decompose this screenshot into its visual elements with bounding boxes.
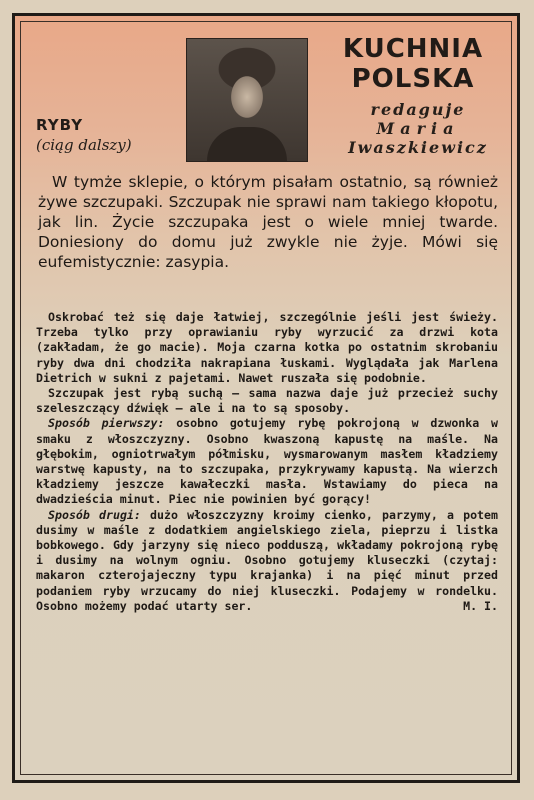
paragraph-2: Szczupak jest rybą suchą — sama nazwa daje już przecież suchy szeleszczący dźwięk — ale i na to są sposoby. <box>36 386 498 416</box>
method-1-text: osobno gotujemy rybę pokrojoną w dzwonka w smaku z włoszczyzny. Osobno kwaszoną kapustę na maśle. Na głębokim, ogniotrwałym półmisku, wysmarowanym masłem kładziemy warstwę kapusty, na to szczupaka, przykrywamy kapustą. Na wierzch kładziemy jeszcze kawałeczki masła. Wstawiamy do pieca na dwadzieścia minut. Piec nie powinien być gorący! <box>36 416 498 507</box>
byline-first-name: Maria <box>376 119 460 138</box>
paragraph-1: Oskrobać też się daje łatwiej, szczególnie jeśli jest świeży. Trzeba tylko przy oprawianiu ryby wyrzucić za drzwi kota (zakładam, że go macie). Moja czarna kotka po ostatnim skrobaniu ryby dwa dni chodziła nakrapiana łuskami. Wyglądała jak Marlena Dietrich w sukni z pajetami. Nawet ruszała się podobnie. <box>36 310 498 385</box>
article-subheading: (ciąg dalszy) <box>36 136 132 154</box>
byline-editor-label: redaguje <box>370 100 466 119</box>
lead-paragraph: W tymże sklepie, o którym pisałam ostatnio, są również żywe szczupaki. Szczupak nie sprawi nam takiego kłopotu, jak lin. Życie szczupaka jest o wiele mniej twarde. Doniesiony do domu już zwykle nie żyje. Mówi się eufemistycznie: zasypia. <box>38 173 498 271</box>
author-photo <box>186 38 308 162</box>
paragraph-4 <box>36 508 498 614</box>
column-title <box>338 34 488 94</box>
byline-last-name: Iwaszkiewicz <box>348 138 488 157</box>
article-heading: RYBY <box>36 116 84 134</box>
method-2-text: dużo włoszczyzny kroimy cienko, parzymy, a potem dusimy w maśle z dodatkiem angielskiego ziela, pieprzu i listka bobkowego. Gdy jarzyny się nieco podduszą, wkładamy pokrojoną rybę i dusimy na wolnym ogniu. Osobno gotujemy kluseczki (czytaj: makaron czterojajeczny typu krajanka) i na pięć minut przed podaniem ryby wrzucamy do niej kluseczki. Podajemy w rondelku. Osobno możemy podać utarty ser. <box>36 507 498 613</box>
title-line-1: KUCHNIA <box>342 34 484 64</box>
article-body <box>36 310 498 614</box>
photo-shoulders <box>207 127 287 161</box>
title-line-2: POLSKA <box>351 64 475 94</box>
paragraph-3 <box>36 416 498 507</box>
method-1-label: Sposób pierwszy: <box>48 416 165 431</box>
method-2-label: Sposób drugi: <box>48 507 141 522</box>
byline <box>318 100 518 157</box>
signature: M. I. <box>463 598 498 613</box>
